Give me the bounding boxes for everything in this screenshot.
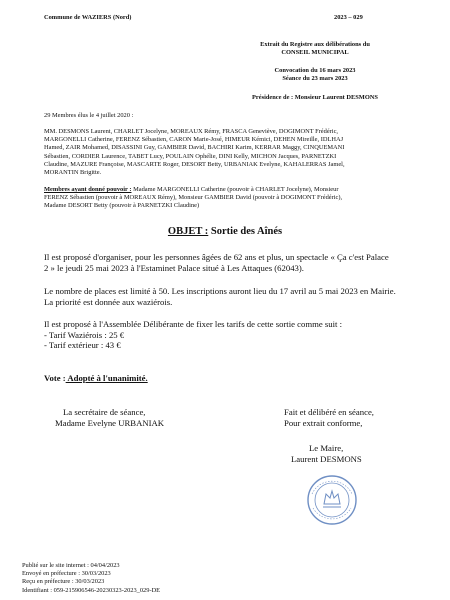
present-line: MM. DESMONS Laurent, CHARLET Jocelyne, MOREAUX Rémy, FRASCA Geneviève, DOGIMONT Frédéric, [44, 128, 339, 135]
session-dates [200, 67, 430, 83]
tariffs-section [44, 319, 419, 351]
tariff-exterieur: - Tarif extérieur : 43 € [44, 340, 121, 350]
mayor-signature-block [291, 443, 362, 464]
present-line: Hamed, ZAIR Mohamed, DISASSINI Guy, GAMBIER David, BACHIRI Karim, KERRAR Maggy, CINQUEMANI [44, 144, 345, 152]
vote-result: Adopté à l'unanimité. [65, 373, 148, 383]
present-line: Claudine, MAZURE Françoise, MASCARTE Roger, DESORT Betty, URBANIAK Evelyne, KAHALERRAS Jamel, [44, 160, 345, 168]
presidence: Présidence de : Monsieur Laurent DESMONS [252, 94, 378, 101]
extract-line-2: CONSEIL MUNICIPAL [281, 49, 349, 57]
secretary-signature-block [55, 407, 164, 428]
places-paragraph [44, 286, 419, 307]
publication-footer [22, 562, 322, 595]
certification-line-1: Fait et délibéré en séance, [284, 407, 374, 417]
proxy-line: FERENZ Sébastien (pouvoir à MOREAUX Rémy), Monsieur GAMBIER David (pouvoir à DOGIMONT Frédéric), [44, 194, 343, 202]
extract-title [200, 41, 430, 57]
elected-members-count: 29 Membres élus le 4 juillet 2020 : [44, 112, 134, 119]
proxy-text: Madame MARGONELLI Catherine (pouvoir à CHARLET Jocelyne), Monsieur [131, 186, 339, 193]
deliberation-reference: 2023 – 029 [334, 14, 363, 21]
vote-label: Vote : [44, 373, 66, 383]
footer-line: Reçu en préfecture : 30/03/2023 [22, 578, 105, 586]
footer-line: Publié sur le site internet : 04/04/2023 [22, 562, 120, 569]
proxy-members [44, 186, 414, 211]
proxy-label: Membres ayant donné pouvoir : [44, 186, 132, 193]
paragraph-line: Il est proposé d'organiser, pour les personnes âgées de 62 ans et plus, un spectacle « Ça c'est Palace [44, 252, 389, 262]
footer-line: Identifiant : 059-215906546-20230323-2023_029-DE [22, 586, 161, 594]
proxy-line: Madame DESORT Betty (pouvoir à PARNETZKI Claudine) [44, 202, 200, 210]
footer-line: Envoyé en préfecture : 30/03/2023 [22, 570, 111, 578]
mayor-title: Le Maire, [309, 443, 344, 453]
paragraph-line: 2 » le jeudi 25 mai 2023 à l'Estaminet Palace situé à Les Attaques (62043). [44, 262, 304, 273]
tariffs-intro: Il est proposé à l'Assemblée Délibérante de fixer les tarifs de cette sortie comme suit : [44, 319, 343, 329]
present-line: Sébastien, CORDIER Laurence, TABET Lucy, POULAIN Ophélie, DINI Kelly, MICHON Jacques, PARNETZKI [44, 152, 337, 160]
objet-heading [0, 226, 450, 238]
secretary-name: Madame Evelyne URBANIAK [55, 417, 165, 428]
present-members [44, 128, 414, 177]
mayor-name: Laurent DESMONS [291, 453, 362, 464]
extract-line-1: Extrait du Registre aux délibérations du [260, 41, 370, 48]
objet-title: Sortie des Aînés [208, 226, 283, 237]
paragraph-line: Le nombre de places est limité à 50. Les inscriptions auront lieu du 17 avril au 5 mai 2023 en Mairie. [44, 286, 396, 296]
certification-line-2: Pour extrait conforme, [284, 417, 363, 428]
tariff-waziers: - Tarif Waziérois : 25 € [44, 329, 125, 340]
secretary-title: La secrétaire de séance, [63, 407, 146, 417]
present-line: MARGONELLI Catherine, FERENZ Sébastien, CARON Marie-José, HIMEUR Kémici, DEHEN Mireille, IDLHAJ [44, 136, 344, 144]
seance-date: Séance du 23 mars 2023 [282, 75, 348, 83]
proxy-line [44, 186, 414, 194]
certification-block [284, 407, 374, 428]
commune-name: Commune de WAZIERS (Nord) [44, 14, 132, 21]
proposal-paragraph [44, 252, 419, 273]
present-line: MORANTIN Brigitte. [44, 169, 102, 177]
convocation-date: Convocation du 16 mars 2023 [274, 67, 356, 74]
paragraph-line: La priorité est donnée aux waziérois. [44, 296, 173, 307]
municipal-seal-icon [306, 474, 358, 526]
vote [44, 373, 148, 384]
objet-label: OBJET : [167, 226, 209, 237]
